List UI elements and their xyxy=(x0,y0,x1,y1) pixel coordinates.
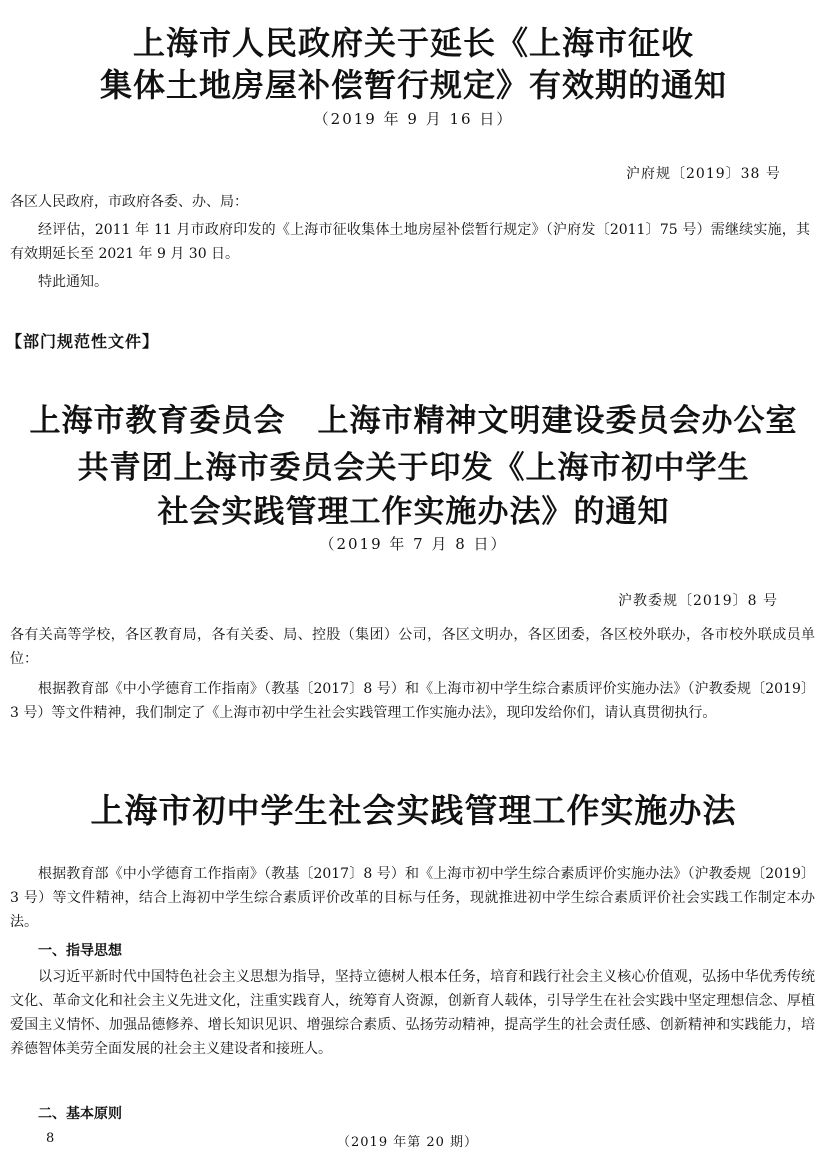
notice2-title-line2: 共青团上海市委员会关于印发《上海市初中学生 xyxy=(77,450,750,486)
notice1-addressee: 各区人民政府，市政府各委、办、局： xyxy=(10,194,248,210)
notice1-title-line2: 集体土地房屋补偿暂行规定》有效期的通知 xyxy=(99,66,727,104)
notice2-body: 根据教育部《中小学德育工作指南》（教基〔2017〕8 号）和《上海市初中学生综合素质评价实施办法》（沪教委规〔2019〕3 号）等文件精神，我们制定了《上海市初中学生社会实践管理工作实施办法》，现印发给你们，请认真贯彻执行。 xyxy=(10,681,815,721)
guiding-thought-paragraph: 以习近平新时代中国特色社会主义思想为指导，坚持立德树人根本任务，培育和践行社会主义核心价值观，弘扬中华优秀传统文化、革命文化和社会主义先进文化，注重实践育人，统筹育人资源，创新育人载体，引导学生在社会实践中坚定理想信念、厚植爱国主义情怀、加强品德修养、增长知识见识、增强综合素质、弘扬劳动精神，提高学生的社会责任感、创新精神和实践能力，培养德智体美劳全面发展的社会主义建设者和接班人。 xyxy=(10,969,815,1057)
notice1-title-line1: 上海市人民政府关于延长《上海市征收 xyxy=(132,24,694,62)
section-heading-guiding-thought: 一、指导思想 xyxy=(38,943,122,959)
notice2-title-line1: 上海市教育委员会 上海市精神文明建设委员会办公室 xyxy=(29,403,798,439)
notice1-body: 经评估，2011 年 11 月市政府印发的《上海市征收集体土地房屋补偿暂行规定》（沪府发〔2011〕75 号）需继续实施，其有效期延长至 2021 年 9 月 30 日。 xyxy=(10,222,810,262)
notice2-title-line3: 社会实践管理工作实施办法》的通知 xyxy=(157,494,670,530)
notice1-closing: 特此通知。 xyxy=(38,274,108,290)
issue-number: （2019 年第 20 期） xyxy=(337,1135,479,1150)
measure-intro: 根据教育部《中小学德育工作指南》（教基〔2017〕8 号）和《上海市初中学生综合素质评价实施办法》（沪教委规〔2019〕3 号）等文件精神，结合上海初中学生综合素质评价改革的目标与任务，现就推进初中学生综合素质评价社会实践工作制定本办法。 xyxy=(10,866,815,930)
notice2-doc-number: 沪教委规〔2019〕8 号 xyxy=(618,593,778,609)
notice2-date: （2019 年 7 月 8 日） xyxy=(319,535,508,553)
section-heading-basic-principles: 二、基本原则 xyxy=(38,1106,122,1122)
section-label: 【部门规范性文件】 xyxy=(6,332,160,351)
measure-title: 上海市初中学生社会实践管理工作实施办法 xyxy=(90,791,737,830)
notice1-doc-number: 沪府规〔2019〕38 号 xyxy=(626,166,781,182)
notice2-addressee: 各有关高等学校，各区教育局，各有关委、局、控股（集团）公司，各区文明办，各区团委，各区校外联办，各市校外联成员单位： xyxy=(10,627,815,667)
page-number: 8 xyxy=(46,1131,55,1146)
notice1-date: （2019 年 9 月 16 日） xyxy=(313,110,514,128)
